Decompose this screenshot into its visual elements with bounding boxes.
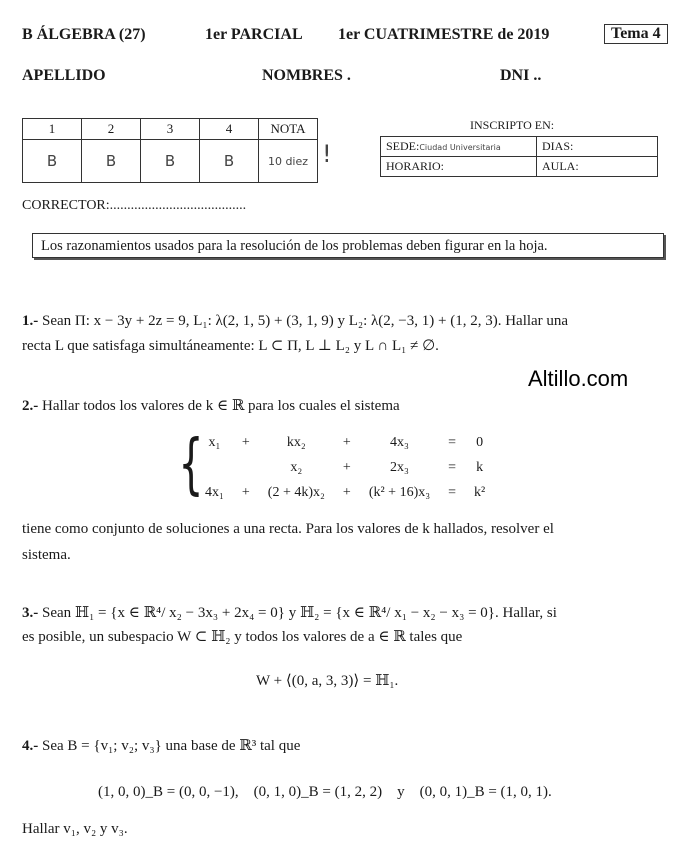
system-row (196, 480, 494, 505)
term: 1er CUATRIMESTRE de 2019 (338, 26, 550, 43)
horario-label: HORARIO: (381, 157, 537, 177)
problem-number: 4.- (22, 738, 39, 754)
system-term: + (342, 459, 351, 475)
system-term: + (241, 434, 250, 450)
equation-system (196, 430, 494, 505)
system-term: x₁ (208, 434, 221, 450)
nota-value: 10 diez (259, 140, 318, 183)
grade-header: NOTA (259, 119, 318, 140)
problem-3-text-2: es posible, un subespacio W ⊂ ℍ₂ y todos los valores de a ∈ ℝ tales que (22, 629, 463, 645)
nombres-label: NOMBRES . (262, 67, 351, 84)
grade-header: 2 (82, 119, 141, 140)
system-term: kx₂ (286, 434, 306, 450)
grades-table (22, 118, 318, 183)
problem-3-equation: W + ⟨(0, a, 3, 3)⟩ = ℍ₁. (256, 673, 399, 689)
problem-3-text: Sean ℍ₁ = {x ∈ ℝ⁴/ x₂ − 3x₃ + 2x₄ = 0} y ℍ₂ = {x ∈ ℝ⁴/ x₁ − x₂ − x₃ = 0}. Hallar, si (42, 605, 557, 621)
system-term: 4x₃ (390, 434, 409, 450)
tema-box: Tema 4 (604, 24, 668, 44)
inscripto-table (380, 136, 658, 177)
system-term: 0 (476, 434, 484, 450)
exclamation-mark: ! (322, 140, 332, 168)
system-term: (2 + 4k)x₂ (267, 484, 325, 500)
system-term: k² (474, 484, 486, 500)
grade-value: B (141, 140, 200, 183)
grade-value: B (200, 140, 259, 183)
system-term: + (342, 484, 351, 500)
grade-value: B (23, 140, 82, 183)
problem-2-text-3: sistema. (22, 547, 71, 563)
problem-4-text-2: Hallar v₁, v₂ y v₃. (22, 821, 128, 837)
aula-label: AULA: (537, 157, 658, 177)
system-term: 2x₃ (390, 459, 409, 475)
altillo-watermark: Altillo.com (528, 366, 629, 391)
exam-name: 1er PARCIAL (205, 26, 303, 43)
sede-value: Ciudad Universitaria (419, 143, 501, 152)
system-term: + (241, 484, 250, 500)
system-term (233, 455, 259, 480)
problem-number: 1.- (22, 313, 39, 329)
problem-1-text-2: recta L que satisfaga simultáneamente: L ⊂ Π, L ⊥ L₂ y L ∩ L₁ ≠ ∅. (22, 338, 439, 354)
sede-label: SEDE: (386, 139, 420, 153)
system-term: + (342, 434, 351, 450)
corrector-field: CORRECTOR:....................................... (22, 198, 247, 213)
system-row (196, 430, 494, 455)
problem-4-text: Sea B = {v₁; v₂; v₃} una base de ℝ³ tal que (42, 738, 301, 754)
system-brace: { (178, 425, 204, 502)
grade-header: 3 (141, 119, 200, 140)
dni-label: DNI .. (500, 67, 542, 84)
problem-2-text-2: tiene como conjunto de soluciones a una recta. Para los valores de k hallados, resolver el (22, 521, 554, 537)
system-term: x₂ (290, 459, 303, 475)
grade-header: 4 (200, 119, 259, 140)
grade-value: B (82, 140, 141, 183)
problem-1-text: Sean Π: x − 3y + 2z = 9, L₁: λ(2, 1, 5) + (3, 1, 9) y L₂: λ(2, −3, 1) + (1, 2, 3). Hallar una (42, 313, 569, 329)
system-term (196, 455, 233, 480)
system-term: = (448, 434, 457, 450)
problem-number: 2.- (22, 398, 39, 414)
system-term: k (476, 459, 484, 475)
course-title: B ÁLGEBRA (27) (22, 26, 146, 43)
system-term: = (448, 459, 457, 475)
system-row (196, 455, 494, 480)
grade-header: 1 (23, 119, 82, 140)
problem-number: 3.- (22, 605, 39, 621)
system-term: = (448, 484, 457, 500)
problem-2-text: Hallar todos los valores de k ∈ ℝ para los cuales el sistema (42, 398, 400, 414)
system-term: (k² + 16)x₃ (368, 484, 431, 500)
dias-label: DIAS: (537, 137, 658, 157)
system-term: 4x₁ (205, 484, 224, 500)
notice-box: Los razonamientos usados para la resolución de los problemas deben figurar en la hoja. (32, 233, 664, 258)
problem-4-equation: (1, 0, 0)_B = (0, 0, −1), (0, 1, 0)_B = (1, 2, 2) y (0, 0, 1)_B = (1, 0, 1). (98, 784, 552, 800)
inscripto-title: INSCRIPTO EN: (470, 118, 555, 132)
apellido-label: APELLIDO (22, 67, 106, 84)
